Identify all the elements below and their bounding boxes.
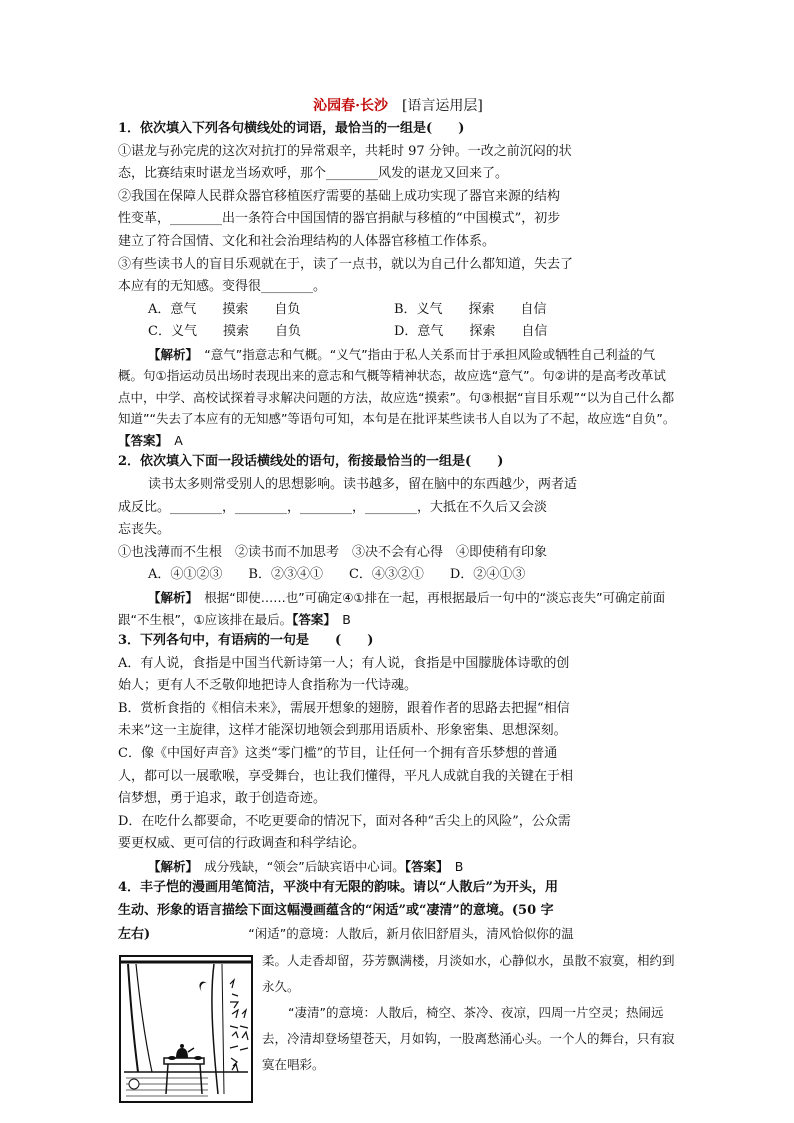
question-3 [118,630,678,877]
q1-answer-label: 【答案】 [118,432,162,448]
q3-option-a-2: 始人；更有人不乏敬仰地把诗人食指称为一代诗魂。 [118,678,418,694]
q1-option-d: D．意气 探索 自信 [394,324,548,340]
q4-answer-1-rest: 柔。人走香却留，芬芳飘满楼，月淡如水，心静似水，虽散不寂寞，相约到永久。 [262,953,675,995]
q2-stem: 2．依次填入下面一段话横线处的语句，衔接最恰当的一组是( ) [118,454,504,470]
q1-options-row-2 [118,321,678,344]
q3-answer: B [454,858,464,874]
q1-sentence-2c: 建立了符合国情、文化和社会治理结构的人体器官移植工作体系。 [118,233,496,249]
q1-stem: 1．依次填入下列各句横线处的词语，最恰当的一组是( ) [118,121,465,136]
q1-option-a: A．意气 摸索 自负 [148,301,301,317]
q4-answer-text [262,948,678,1078]
q3-option-d-2: 要更权威、更可信的行政调查和科学结论。 [118,836,366,852]
q1-sentence-3b: 本应有的无知感。变得很________。 [118,279,327,295]
q3-stem: 3．下列各句中，有语病的一句是 ( ) [118,633,374,648]
q1-option-b: B．义气 探索 自信 [394,301,547,317]
q3-option-c-2: 人，都可以一展歌喉，享受舞台，也让我们懂得，平凡人成就自我的关键在于相 [118,768,574,784]
q2-answer-label: 【答案】 [292,611,330,627]
q1-sentence-3a: ③有些读书人的盲目乐观就在于，读了一点书，就以为自己什么都知道，失去了 [118,256,574,272]
title-main: 沁园春·长沙 [313,98,388,114]
q3-option-c-1: C．像《中国好声音》这类“零门槛”的节目，让任何一个拥有音乐梦想的普通 [118,745,558,761]
q1-answer: A [174,432,183,448]
q1-options-row-1 [118,299,678,322]
q4-answer-1-first: “闲适”的意境：人散后，新月依旧舒眉头，清风恰似你的温 [248,925,574,941]
q2-analysis [118,587,678,630]
q1-analysis-label: 【解析】 [148,346,192,362]
q2-options: A．④①②③ B．②③④① C．④③②① D．②④①③ [148,567,526,583]
document-content [118,96,678,1103]
q3-analysis-text: 成分残缺，“领会”后缺宾语中心词。 [191,858,405,874]
q2-passage-2: 成反比。________，________，________，________，大抵在不久后又会淡 [118,499,548,515]
q2-choices: ①也浅薄而不生根 ②读书而不加思考 ③决不会有心得 ④即使稍有印象 [118,544,548,560]
q1-sentence-1b: 态，比赛结束时谌龙当场欢呼，那个________风发的谌龙又回来了。 [118,166,509,182]
question-1 [118,118,678,451]
q1-analysis [118,344,678,452]
q2-analysis-text: 根据“即使……也”可确定④①排在一起，再根据最后一句中的“淡忘丧失”可确定前面跟“不生根”，①应该排在最后。 [118,590,666,627]
q4-stem-2: 生动、形象的语言描绘下面这幅漫画蕴含的“闲适”或“凄清”的意境。(50 字 [118,903,554,919]
q3-analysis-label: 【解析】 [148,858,192,874]
q4-figure-block [118,948,678,1103]
q4-stem-1: 4．丰子恺的漫画用笔简洁，平淡中有无限的韵味。请以“人散后”为开头，用 [118,880,559,896]
q4-stem-3-left: 左右) [118,926,151,942]
q3-answer-label: 【答案】 [404,858,443,874]
q3-option-b-2: 未来”这一主旋律，这样才能深切地领会到那用语质朴、形象密集、思想深刻。 [118,723,567,739]
q2-passage-1: 读书太多则常受别人的思想影响。读书越多，留在脑中的东西越少，两者适 [148,477,578,493]
q3-option-a-1: A．有人说，食指是中国当代新诗第一人；有人说，食指是中国朦胧体诗歌的创 [118,655,570,671]
question-4 [118,877,678,1103]
q1-sentence-2b: 性变革，________出一条符合中国国情的器官捐献与移植的“中国模式”，初步 [118,211,561,227]
q3-option-d-1: D．在吃什么都要命，不吃更要命的情况下，面对各种“舌尖上的风险”，公众需 [118,813,571,829]
question-2 [118,451,678,630]
q1-option-c: C．义气 摸索 自负 [148,324,301,340]
q3-option-b-1: B．赏析食指的《相信未来》，需展开想象的翅膀，跟着作者的思路去把握“相信 [118,700,570,716]
q4-answer-2: “凄清”的意境：人散后，椅空、茶冷、夜凉，四周一片空灵；热闹远去，冷清却登场望苍天，月如钩，一股离愁涌心头。一个人的舞台，只有寂寞在唱彩。 [262,1005,675,1073]
q4-stem-3 [118,923,678,947]
q2-answer: B [342,611,351,627]
q1-sentence-1a: ①谌龙与孙完虎的这次对抗打的异常艰辛，共耗时 97 分钟。一改之前沉闷的状 [118,143,572,159]
q1-analysis-text: “意气”指意志和气概。“义气”指由于私人关系而甘于承担风险或牺牲自己利益的气概。句①指运动员出场时表现出来的意志和气概等精神状态，故应选“意气”。句②讲的是高考改革试点中，中学、高校试探着寻求解决问题的方法，故应选“摸索”。句③根据“盲目乐观”“以为自己什么都知道”“失去了本应有的无知感”等语句可知，本句是在批评某些读书人自以为了不起，故应选“自负”。 [118,346,676,427]
cartoon-illustration [118,954,254,1104]
page-title [118,96,678,116]
q2-analysis-label: 【解析】 [148,590,192,605]
q3-analysis [118,856,678,878]
q1-sentence-2a: ②我国在保障人民群众器官移植医疗需要的基础上成功实现了器官来源的结构 [118,188,561,204]
title-sub: [语言运用层] [401,98,483,114]
q3-option-c-3: 信梦想，勇于追求，敢于创造奇迹。 [118,791,327,807]
q2-passage-3: 忘丧失。 [118,522,171,538]
